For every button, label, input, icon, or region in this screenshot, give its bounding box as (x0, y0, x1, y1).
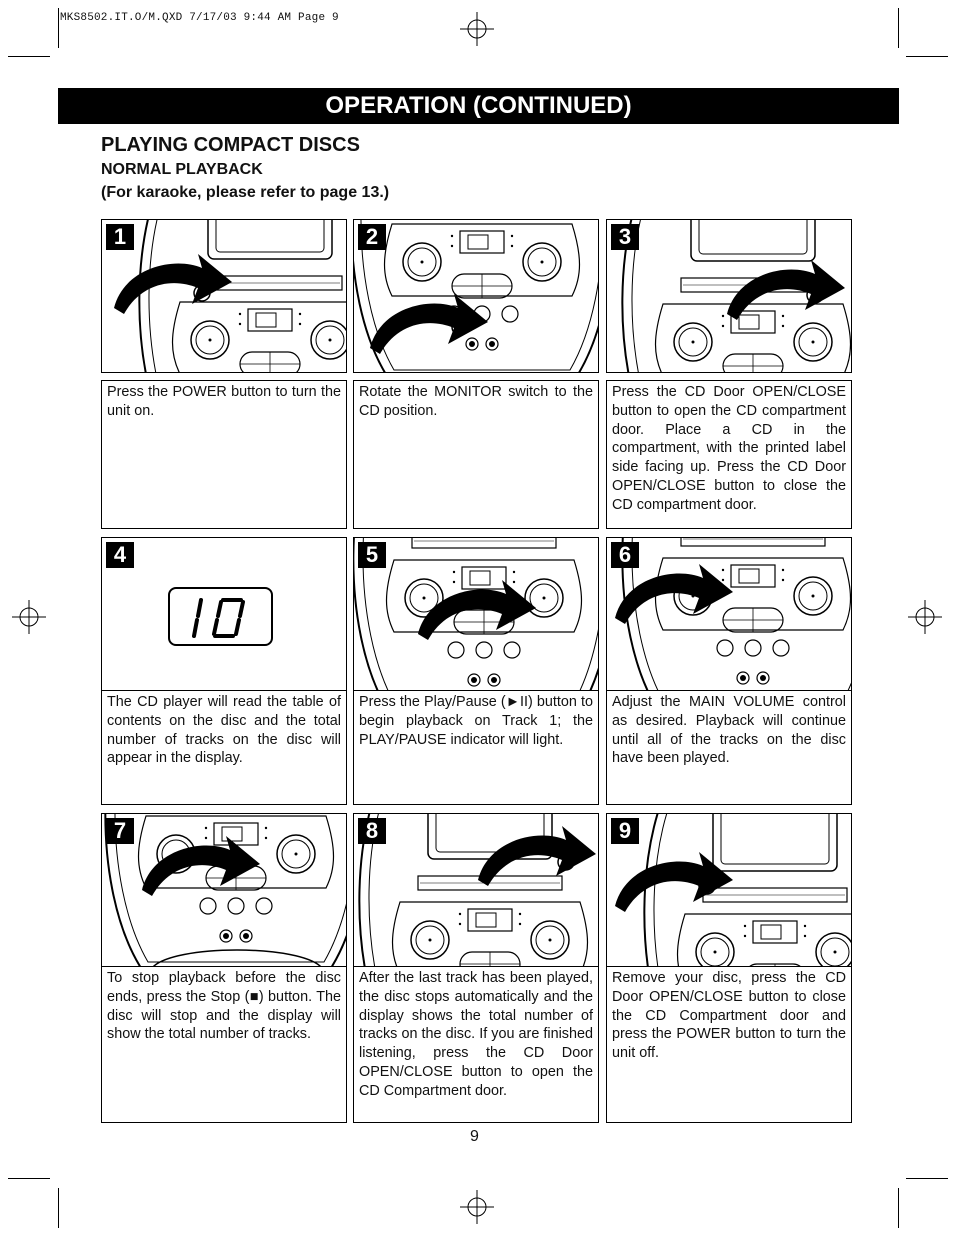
step-1-instructions: Press the POWER button to turn the unit on. (101, 380, 347, 529)
step-number: 6 (611, 542, 639, 568)
step-number: 3 (611, 224, 639, 250)
registration-mark-icon (12, 600, 46, 634)
step-5-instructions: Press the Play/Pause (►II) button to begin playback on Track 1; the PLAY/PAUSE indicator will light. (353, 690, 599, 805)
crop-mark (898, 1188, 899, 1228)
subsection-note: (For karaoke, please refer to page 13.) (101, 184, 390, 201)
registration-mark-icon (460, 1190, 494, 1224)
subsection-title: NORMAL PLAYBACK (101, 161, 263, 178)
step-8-instructions: After the last track has been played, the disc stops automatically and the display shows the total number of tracks on the disc. If you are finished listening, press the CD Door OPEN/CLOSE button to open the CD Compartment door. (353, 966, 599, 1123)
step-5-illustration (353, 537, 599, 691)
step-4-illustration (101, 537, 347, 691)
step-7-instructions: To stop playback before the disc ends, press the Stop (■) button. The disc will stop and the display will show the total number of tracks. (101, 966, 347, 1123)
step-number: 8 (358, 818, 386, 844)
registration-mark-icon (460, 12, 494, 46)
registration-mark-icon (908, 600, 942, 634)
step-8-illustration (353, 813, 599, 967)
section-banner: OPERATION (CONTINUED) (58, 88, 899, 124)
crop-mark (898, 8, 899, 48)
step-6-illustration (606, 537, 852, 691)
print-slug: MKS8502.IT.O/M.QXD 7/17/03 9:44 AM Page 9 (60, 12, 339, 24)
step-2-illustration (353, 219, 599, 373)
section-title: PLAYING COMPACT DISCS (101, 134, 360, 156)
step-number: 1 (106, 224, 134, 250)
crop-mark (906, 56, 948, 57)
step-3-instructions: Press the CD Door OPEN/CLOSE button to open the CD compartment door. Place a CD in the compartment, with the printed label side facing up. Press the CD Door OPEN/CLOSE button to close the CD compartment door. (606, 380, 852, 529)
step-number: 4 (106, 542, 134, 568)
crop-mark (8, 1178, 50, 1179)
step-2-instructions: Rotate the MONITOR switch to the CD position. (353, 380, 599, 529)
step-7-illustration (101, 813, 347, 967)
step-1-illustration (101, 219, 347, 373)
step-number: 9 (611, 818, 639, 844)
lcd-display-icon (102, 538, 347, 691)
crop-mark (8, 56, 50, 57)
step-3-illustration (606, 219, 852, 373)
crop-mark (58, 8, 59, 48)
step-4-instructions: The CD player will read the table of contents on the disc and the total number of tracks on the disc will appear in the display. (101, 690, 347, 805)
step-9-instructions: Remove your disc, press the CD Door OPEN/CLOSE button to close the CD Compartment door and press the POWER button to turn the unit off. (606, 966, 852, 1123)
page-number: 9 (470, 1128, 479, 1145)
step-number: 7 (106, 818, 134, 844)
step-number: 2 (358, 224, 386, 250)
crop-mark (906, 1178, 948, 1179)
step-9-illustration (606, 813, 852, 967)
step-number: 5 (358, 542, 386, 568)
step-6-instructions: Adjust the MAIN VOLUME control as desired. Playback will continue until all of the tracks on the disc have been played. (606, 690, 852, 805)
crop-mark (58, 1188, 59, 1228)
